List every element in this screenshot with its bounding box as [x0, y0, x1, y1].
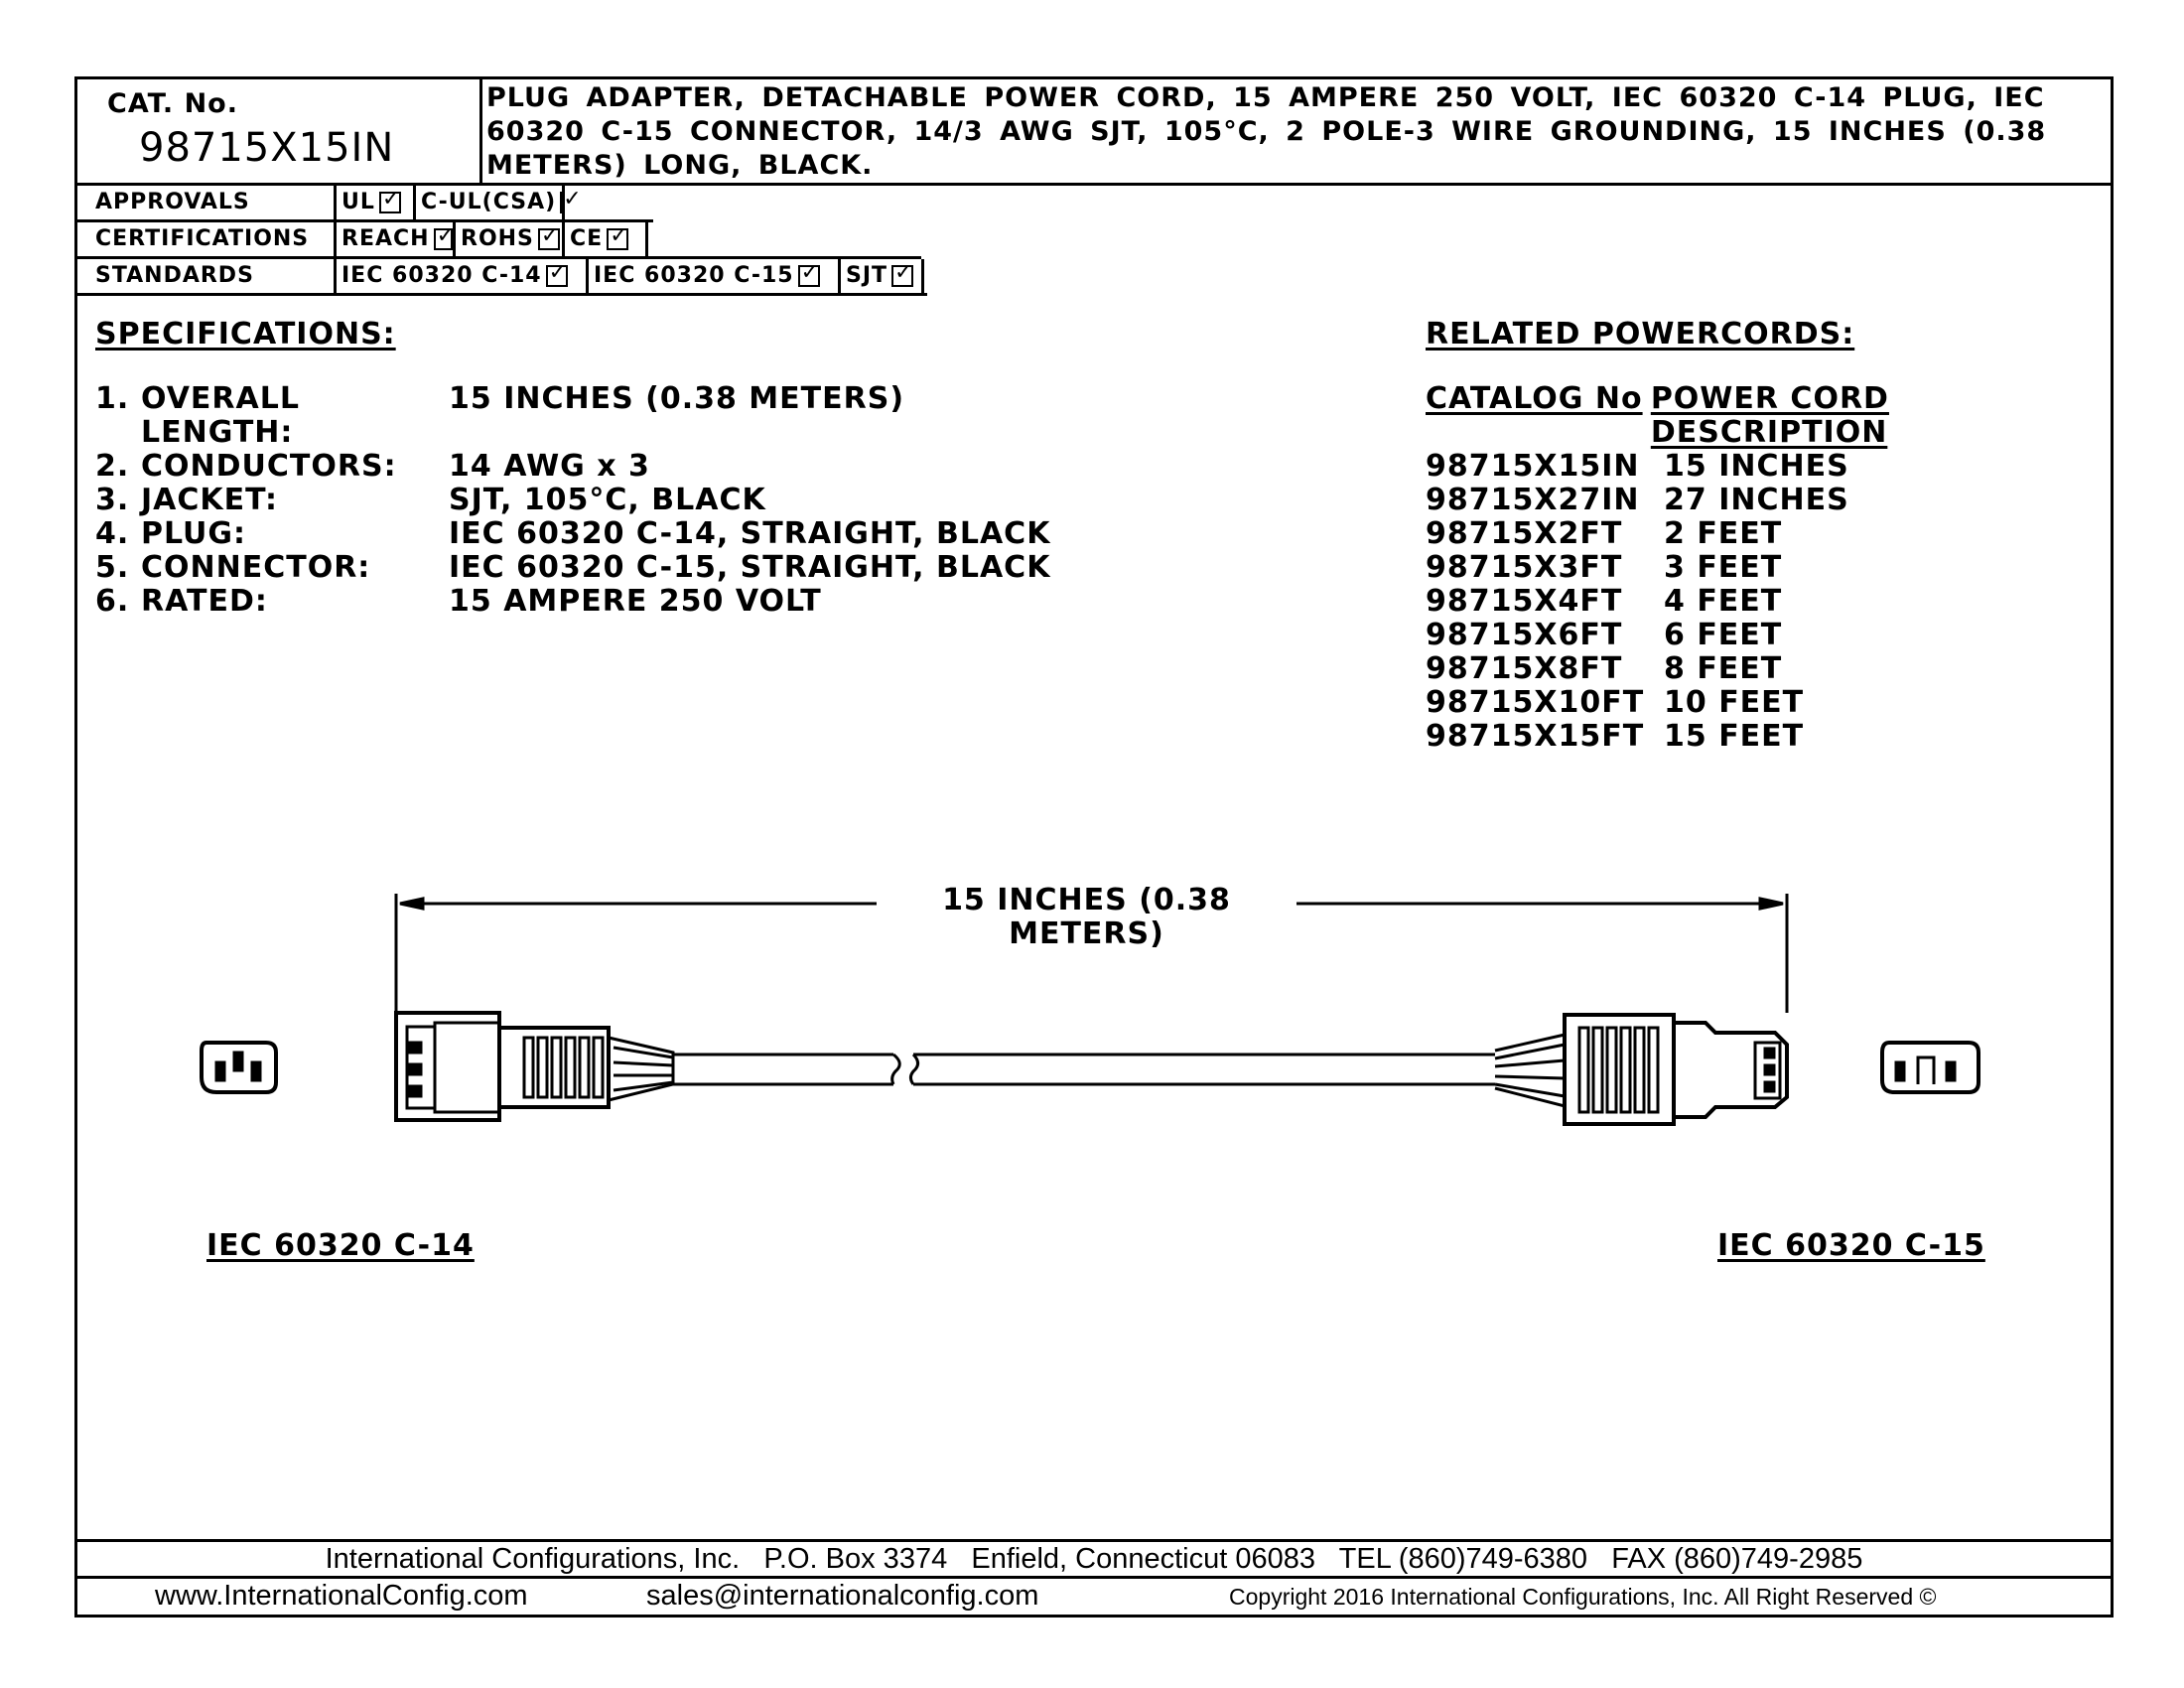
table-row: 98715X8FT 8 FEET: [1426, 651, 1783, 686]
col-description: POWER CORD DESCRIPTION: [1650, 381, 1889, 450]
std-c14: IEC 60320 C-14 ✓: [337, 259, 589, 293]
standards-label: STANDARDS: [77, 259, 337, 293]
col-catalog: CATALOG No: [1426, 381, 1643, 416]
approvals-label: APPROVALS: [77, 186, 337, 219]
cert-reach: REACH ✓: [337, 222, 456, 256]
cert-rohs: ROHS ✓: [456, 222, 565, 256]
approval-ul: UL ✓: [337, 186, 416, 219]
table-row: 98715X27IN 27 INCHES: [1426, 483, 1849, 517]
spec-row: 2. CONDUCTORS: 14 AWG x 3: [95, 449, 650, 484]
spec-row: 6. RATED: 15 AMPERE 250 VOLT: [95, 584, 822, 619]
table-row: 98715X6FT 6 FEET: [1426, 618, 1783, 652]
spec-row: 4. PLUG: IEC 60320 C-14, STRAIGHT, BLACK: [95, 516, 1051, 551]
table-row: 98715X15FT 15 FEET: [1426, 719, 1805, 754]
website-link[interactable]: www.InternationalConfig.com: [155, 1580, 528, 1612]
cord-drawing: [77, 79, 2111, 1615]
copyright-text: Copyright 2016 International Configurations, Inc. All Right Reserved ©: [1229, 1584, 1937, 1610]
table-row: 98715X4FT 4 FEET: [1426, 584, 1783, 619]
company-address: International Configurations, Inc. P.O. Box 3374 Enfield, Connecticut 06083 TEL (860)749-6380 FAX (860)749-2985: [325, 1543, 1863, 1575]
email-link[interactable]: sales@internationalconfig.com: [646, 1580, 1039, 1612]
spec-row: 1. OVERALL LENGTH: 15 INCHES (0.38 METERS): [95, 381, 905, 450]
certifications-label: CERTIFICATIONS: [77, 222, 337, 256]
table-row: 98715X10FT 10 FEET: [1426, 685, 1805, 720]
table-row: 98715X2FT 2 FEET: [1426, 516, 1783, 551]
specifications-title: SPECIFICATIONS:: [95, 317, 396, 352]
cert-ce: CE ✓: [565, 222, 648, 256]
c14-inlet-icon: [202, 1043, 276, 1092]
cat-number: 98715X15IN: [139, 125, 395, 171]
dimension-label: 15 INCHES (0.38 METERS): [877, 884, 1297, 951]
table-row: 98715X3FT 3 FEET: [1426, 550, 1783, 585]
related-title: RELATED POWERCORDS:: [1426, 317, 1855, 352]
cat-label: CAT. No.: [107, 88, 238, 119]
left-connector-label: IEC 60320 C-14: [206, 1228, 475, 1263]
right-connector-label: IEC 60320 C-15: [1717, 1228, 1985, 1263]
product-description: PLUG ADAPTER, DETACHABLE POWER CORD, 15 AMPERE 250 VOLT, IEC 60320 C-14 PLUG, IEC 60320 C-15 CONNECTOR, 14/3 AWG SJT, 105°C, 2 POLE-3 WIRE GROUNDING, 15 INCHES (0.38 METERS) LONG, BLACK.: [486, 82, 2047, 181]
std-c15: IEC 60320 C-15 ✓: [589, 259, 841, 293]
table-row: 98715X15IN 15 INCHES: [1426, 449, 1849, 484]
spec-row: 5. CONNECTOR: IEC 60320 C-15, STRAIGHT, BLACK: [95, 550, 1051, 585]
spec-row: 3. JACKET: SJT, 105°C, BLACK: [95, 483, 766, 517]
approval-cul: C-UL(CSA) ✓: [416, 186, 565, 219]
drawing-frame: [74, 76, 2114, 1618]
c15-outlet-icon: [1882, 1043, 1979, 1092]
std-sjt: SJT ✓: [841, 259, 924, 293]
